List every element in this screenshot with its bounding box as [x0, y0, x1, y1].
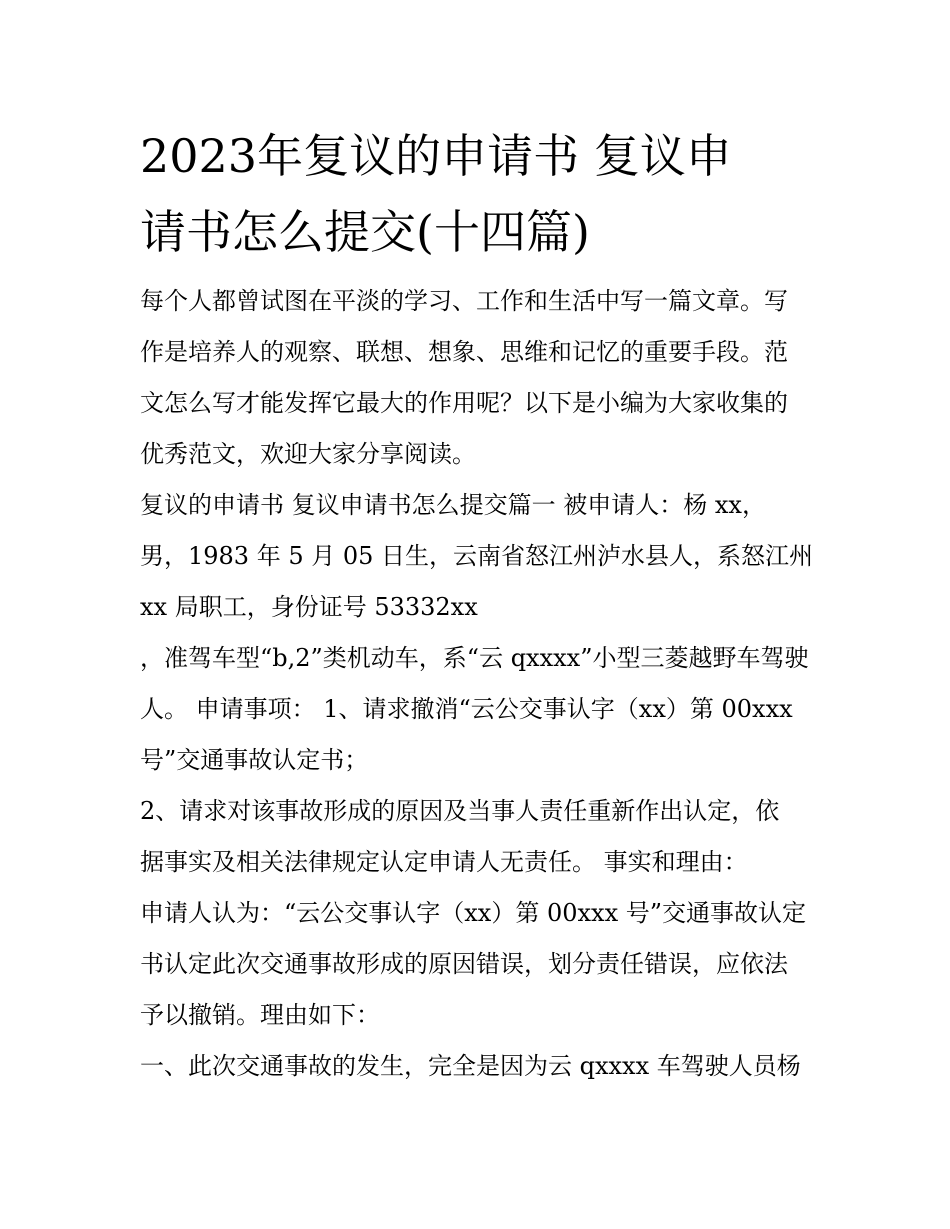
document-body	[140, 276, 830, 1092]
body-line: 优秀范文，欢迎大家分享阅读。	[140, 440, 476, 468]
body-line: 予以撤销。理由如下：	[140, 1001, 380, 1029]
title-line: 请书怎么提交(十四篇)	[140, 205, 590, 259]
body-line: 2、请求对该事故形成的原因及当事人责任重新作出认定，依	[140, 797, 780, 825]
body-line: 每个人都曾试图在平淡的学习、工作和生活中写一篇文章。写	[140, 287, 788, 315]
body-line: 书认定此次交通事故形成的原因错误，划分责任错误，应依法	[140, 950, 788, 978]
title-line: 2023年复议的申请书 复议申	[140, 129, 732, 183]
body-line: 人。 申请事项： 1、请求撤消“云公交事认字（xx）第 00xxx	[140, 695, 793, 723]
body-line: 号”交通事故认定书；	[140, 746, 369, 774]
body-line: xx 局职工，身份证号 53332xx	[140, 593, 478, 621]
body-line: 申请人认为：“云公交事认字（xx）第 00xxx 号”交通事故认定	[140, 899, 807, 927]
body-line: ，准驾车型“b,2”类机动车，系“云 qxxxx”小型三菱越野车驾驶	[140, 644, 809, 672]
body-line: 作是培养人的观察、联想、想象、思维和记忆的重要手段。范	[140, 338, 788, 366]
body-line: 复议的申请书 复议申请书怎么提交篇一 被申请人：杨 xx，	[140, 491, 766, 519]
body-line: 男，1983 年 5 月 05 日生，云南省怒江州泸水县人，系怒江州	[140, 542, 814, 570]
body-line: 文怎么写才能发挥它最大的作用呢？以下是小编为大家收集的	[140, 389, 788, 417]
body-line: 据事实及相关法律规定认定申请人无责任。 事实和理由：	[140, 848, 748, 876]
body-line: 一、此次交通事故的发生，完全是因为云 qxxxx 车驾驶人员杨	[140, 1052, 801, 1080]
document-title	[140, 118, 830, 270]
